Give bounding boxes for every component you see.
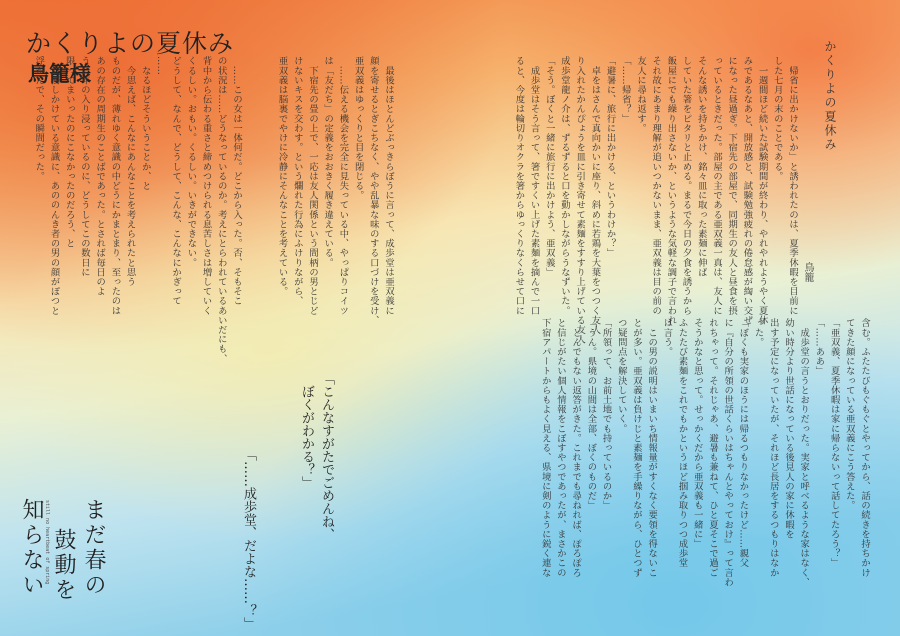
middle_block-line: れちゃって。それじゃあ、避暑も兼ねて、ひと夏そこで過ご xyxy=(706,318,718,578)
middle_block-line: 「所領って、お前土地でも持っているのか」 xyxy=(600,318,612,510)
middle_block-line: この男の説明はいまいち情報量がすくなく要領を得ないこ xyxy=(646,318,658,578)
left_block-line: は「友だち」の定義をおおきく履き違えている。 xyxy=(322,56,334,268)
left_block-line: 顔を寄せるとぎこちなく、やや乱暴な味のする口づけを受け、 xyxy=(367,56,379,325)
middle_block-line: 「うん。県境の山間は全部、ぼくのものだ」 xyxy=(585,318,597,510)
brand-title-col2: 鼓動を xyxy=(51,528,76,603)
right_block-line: 卓をはさんで真向かいに座り、斜めに若鶏を大葉をつつく友人 xyxy=(589,56,601,335)
left_block-line: 亜双義はゆっくりと目を閉じる。 xyxy=(352,56,364,200)
left_block-line xyxy=(259,56,274,416)
middle_block-line: に『自分の所領の世話くらいはちゃんとやっておけ』って言わ xyxy=(722,318,734,587)
middle_block-line: そうかなと思って。せっかくだから亜双義も一緒に」 xyxy=(691,318,703,549)
middle_block-line: 「……ああ」 xyxy=(813,318,825,376)
right_block-line: 帰省に出かけないか」と誘われたのは、夏季休暇を目前に xyxy=(787,56,798,316)
middle_block-line: ふたたび素麺をこれでもかというほど掴み取りつつ成歩堂 xyxy=(676,318,688,568)
middle_block-line: 成歩堂の言うとおりだった。実家と呼べるような家はなく、 xyxy=(798,318,810,587)
middle_block-line: と信じがたい個人情報をこぼすやつであったが、まさかこの xyxy=(554,318,566,578)
middle_block-line: 出す予定になっていたが、それほど長居をするつもりはなか xyxy=(767,318,779,578)
right_block-line: していた箸をピタリと止める。まるで今日の夕食を誘うから xyxy=(680,56,692,316)
left_block-line: 限ってまいったのにこなかったのだろう、と xyxy=(63,56,75,248)
right_block-line: それ故にあまり理解が追いつかないまま、亜双義は目の前の xyxy=(650,56,662,316)
middle_block-line: 「亜双義、夏季休暇は家に帰らないって話してたろう？」 xyxy=(828,318,840,568)
right_block-line: みであるなあと、開放感と、試験勉強疲れの倦怠感が綯い交ぜ xyxy=(741,56,753,325)
middle_block-line: とが多い。亜双義は負けじと素麺を手繰りながら、ひとつず xyxy=(630,318,642,578)
right_block-line: 一週間ほど続いた試験期間が終わり、やれやれようやく夏休 xyxy=(756,56,768,325)
right_block-line: 成歩堂はそう言って、箸ですくい上げた素麺を摘んで一口 xyxy=(528,56,540,316)
left_block-line: …… xyxy=(154,56,166,76)
right_block-line: 「避暑に、旅行に出かける、というわけか？」 xyxy=(604,56,616,258)
left_block-line: うに年の入り浸っているのに、どうしてこの数日に xyxy=(78,56,90,277)
left_block-line: けないキスを交わす。という爛れた行為にふけりながら、 xyxy=(291,56,303,306)
middle_block-line: つ疑問点を解決していく。 xyxy=(615,318,627,434)
left_block-line: 混濁しかけている意識に、あののんき者の男の顔がぽつと xyxy=(48,56,60,316)
left_block-line: くるしい。おもい。くるしい。いきができない。 xyxy=(185,56,197,268)
right_block-line: 「……帰省？」 xyxy=(619,56,631,124)
left_block-line: 亜双義は脳裏でやけに冷静にそんなことを考えている。 xyxy=(276,56,288,296)
page-author: 鳥籠様 xyxy=(28,62,91,86)
right_block-line: 「そう。ぼくと一緒に旅行に出かけよう、亜双義」 xyxy=(543,56,555,277)
right_block-line: 成歩堂龍ノ介は、ずるずると口を動かしながらうなずいた。 xyxy=(558,56,570,316)
left_block-line: ものだが、薄れゆく意識の中どうにかまとまり、至ったのは xyxy=(109,56,121,316)
left_block-line: 浮かんで、その瞬間だった。 xyxy=(33,56,45,181)
right_block-line: した七月の末のことである。 xyxy=(771,56,783,181)
section-heading: かくりよの夏休み xyxy=(823,40,837,152)
left_block-line: どうして、なんで、どうして、こんな、こんなにかぎって xyxy=(170,56,182,306)
left_block-line: の状況は……どうなっているのか。考えにとらわれているあいだにも、 xyxy=(215,56,227,364)
right_block-line: ると、今度は輪切りオクラを箸からゆっくりなくらせて口に xyxy=(513,56,525,316)
dialogue-quote-2: 「……成歩堂、だよな……？」 xyxy=(241,448,256,630)
left_block-line: あの存在の周期生のことばであった。とされば毎日のよ xyxy=(94,56,106,296)
left_block-line xyxy=(244,56,259,416)
middle_block-line: は言う。 xyxy=(661,318,673,357)
right_block-line: 飯屋にでも繰り出さないか、というような気軽な調子で言われ xyxy=(665,56,677,325)
page-title: かくりよの夏休み xyxy=(26,29,235,58)
story-text-middle xyxy=(500,318,872,587)
middle_block-line: った。 xyxy=(752,318,764,347)
middle_block-line: てきた顔になっている亜双義にこう答えた。 xyxy=(843,318,855,510)
right_block-line: そんな誘いを持ちかけ、銘々皿に取った素麺に伸ば xyxy=(695,56,707,277)
right_block-line: り入れたかんぴょうを皿に引き寄せて素麺をすすり上げている友人 xyxy=(574,56,586,344)
right_block-line: になった昼過ぎ。下宿先の部屋で、同期生の友人と昼食を摂 xyxy=(726,56,738,316)
middle_block-line: 幼い時分より世話になっている後見人の家に休暇を xyxy=(782,318,794,539)
left_block-line: ……この女は一体何だ。どこから入った。否、そもそこ xyxy=(230,56,242,306)
right_block-line: っているときだった。部屋の主である亜双義一真は、友人に xyxy=(710,56,722,316)
middle_block-line: とんでもない返答がきた。これまでも尋ねれば、ぽろぽろ xyxy=(570,318,582,578)
brand-title-col3: 知らない xyxy=(19,498,44,598)
middle_block-line: 下宿アパートからもよく見える、県境に剣のように鋭く連な xyxy=(539,318,551,578)
section-byline: 鳥籠 xyxy=(802,262,813,282)
middle_block-line: 「ぼくも実家のほうには帰るつもりなかったけど……親父 xyxy=(737,318,749,568)
brand-subtitle: still no heartbeat of spring xyxy=(44,500,50,585)
left_block-line: 背中から伝わる重さと締めつけられる息苦しさは増していく xyxy=(200,56,212,316)
left_block-line: なるほどそういうことか、と xyxy=(139,56,151,191)
middle_block-line: 含む。ふたたびもぐもぐとやってから、話の続きを持ちかけ xyxy=(859,318,870,578)
left_block-line: 下宿先の畳の上で、一応は友人関係という間柄の男とじど xyxy=(306,56,318,316)
dialogue-quote-1: 「こんなすがたでごめんね、 ぼくがわかる？」 xyxy=(299,372,334,541)
left_block-line: 最後はほとんどぶっきらぼうに言って、成歩堂は亜双義に xyxy=(383,56,394,316)
left_block-line: ……伝える機会を完全に見失っている中、やっぱりコイツ xyxy=(337,56,349,316)
left_block-line: 今思えば、こんなにあんなことを考えられたと思う xyxy=(124,56,136,287)
brand-title-col1: まだ春の xyxy=(81,498,106,598)
right_block-line: 友人に尋ね返す。 xyxy=(634,56,646,133)
